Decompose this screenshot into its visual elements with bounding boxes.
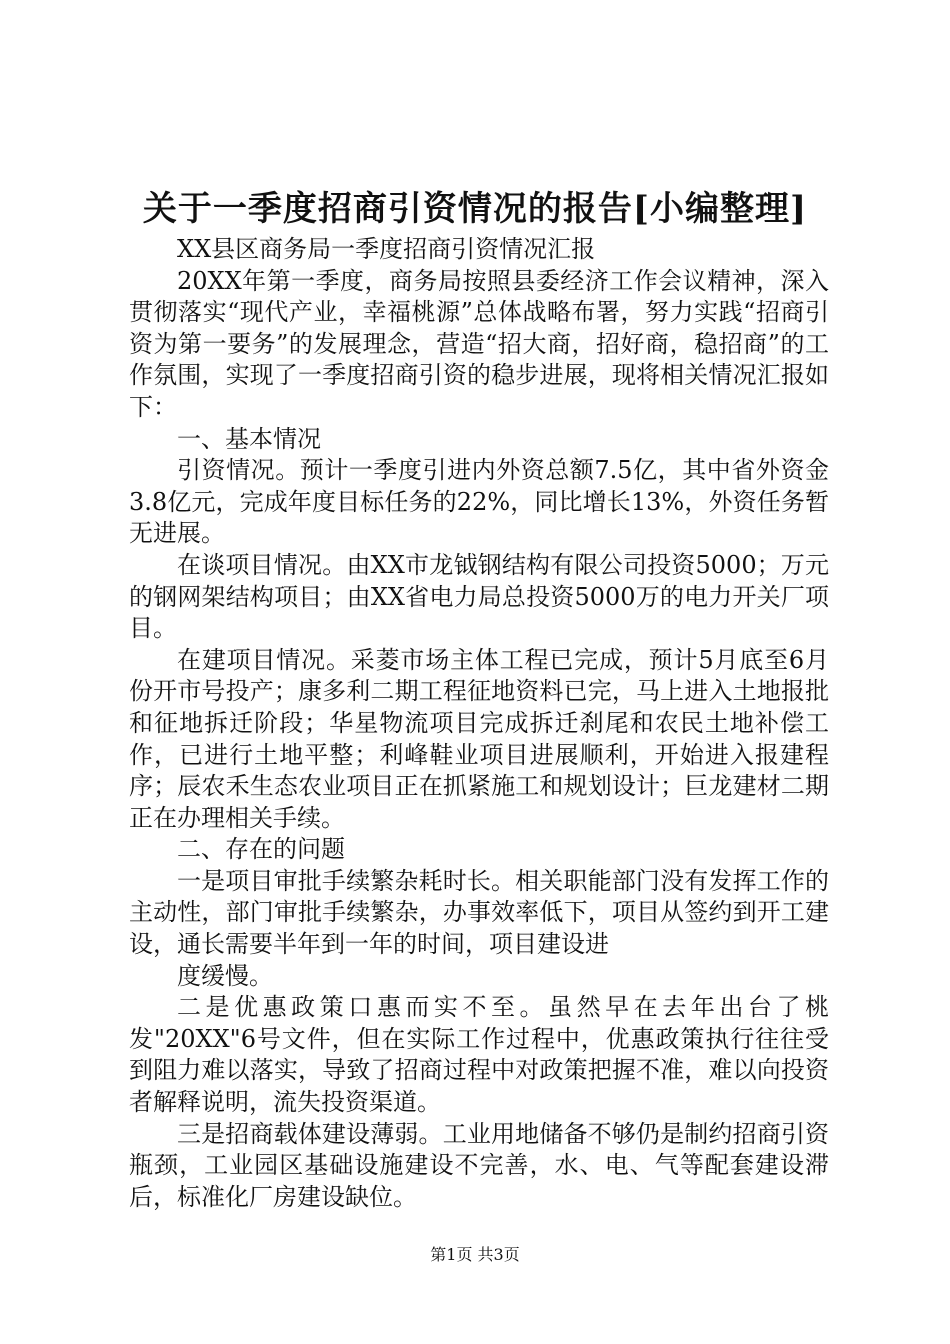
- intro-paragraph: 20XX年第一季度，商务局按照县委经济工作会议精神，深入贯彻落实“现代产业，幸福桃源”总体战略布署，努力实践“招商引资为第一要务”的发展理念，营造“招大商，招好商，稳招商”的工作氛围，实现了一季度招商引资的稳步进展，现将相关情况汇报如下：: [129, 266, 829, 421]
- paragraph-negotiation: 在谈项目情况。由XX市龙钺钢结构有限公司投资5000；万元的钢网架结构项目；由XX省电力局总投资5000万的电力开关厂项目。: [129, 550, 829, 643]
- paragraph-problem-one-cont: 度缓慢。: [177, 961, 273, 990]
- paragraph-problem-one: 一是项目审批手续繁杂耗时长。相关职能部门没有发挥工作的主动性，部门审批手续繁杂，办事效率低下，项目从签约到开工建设，通长需要半年到一年的时间，项目建设进: [129, 866, 829, 959]
- page-footer: 第1页 共3页: [430, 1245, 520, 1264]
- document-body: [129, 234, 829, 1213]
- section-heading-problems: 二、存在的问题: [177, 835, 345, 864]
- subtitle-paragraph: XX县区商务局一季度招商引资情况汇报: [177, 235, 596, 263]
- paragraph-problem-three: 三是招商载体建设薄弱。工业用地储备不够仍是制约招商引资瓶颈，工业园区基础设施建设不完善，水、电、气等配套建设滞后，标准化厂房建设缺位。: [129, 1119, 829, 1211]
- paragraph-construction: 在建项目情况。采菱市场主体工程已完成，预计5月底至6月份开市号投产；康多利二期工程征地资料已完，马上进入土地报批和征地拆迁阶段；华星物流项目完成拆迁刹尾和农民土地补偿工作，已进行土地平整；利峰鞋业项目进展顺利，开始进入报建程序；辰农禾生态农业项目正在抓紧施工和规划设计；巨龙建材二期正在办理相关手续。: [129, 645, 829, 832]
- section-heading-basic: 一、基本情况: [177, 424, 321, 453]
- document-title: 关于一季度招商引资情况的报告[小编整理]: [142, 189, 808, 229]
- paragraph-investment: 引资情况。预计一季度引进内外资总额7.5亿，其中省外资金3.8亿元，完成年度目标任务的22%，同比增长13%，外资任务暂无进展。: [129, 456, 829, 548]
- paragraph-problem-two: 二是优惠政策口惠而实不至。虽然早在去年出台了桃发"20XX"6号文件，但在实际工作过程中，优惠政策执行往往受到阻力难以落实，导致了招商过程中对政策把握不准，难以向投资者解释说明，流失投资渠道。: [129, 993, 829, 1117]
